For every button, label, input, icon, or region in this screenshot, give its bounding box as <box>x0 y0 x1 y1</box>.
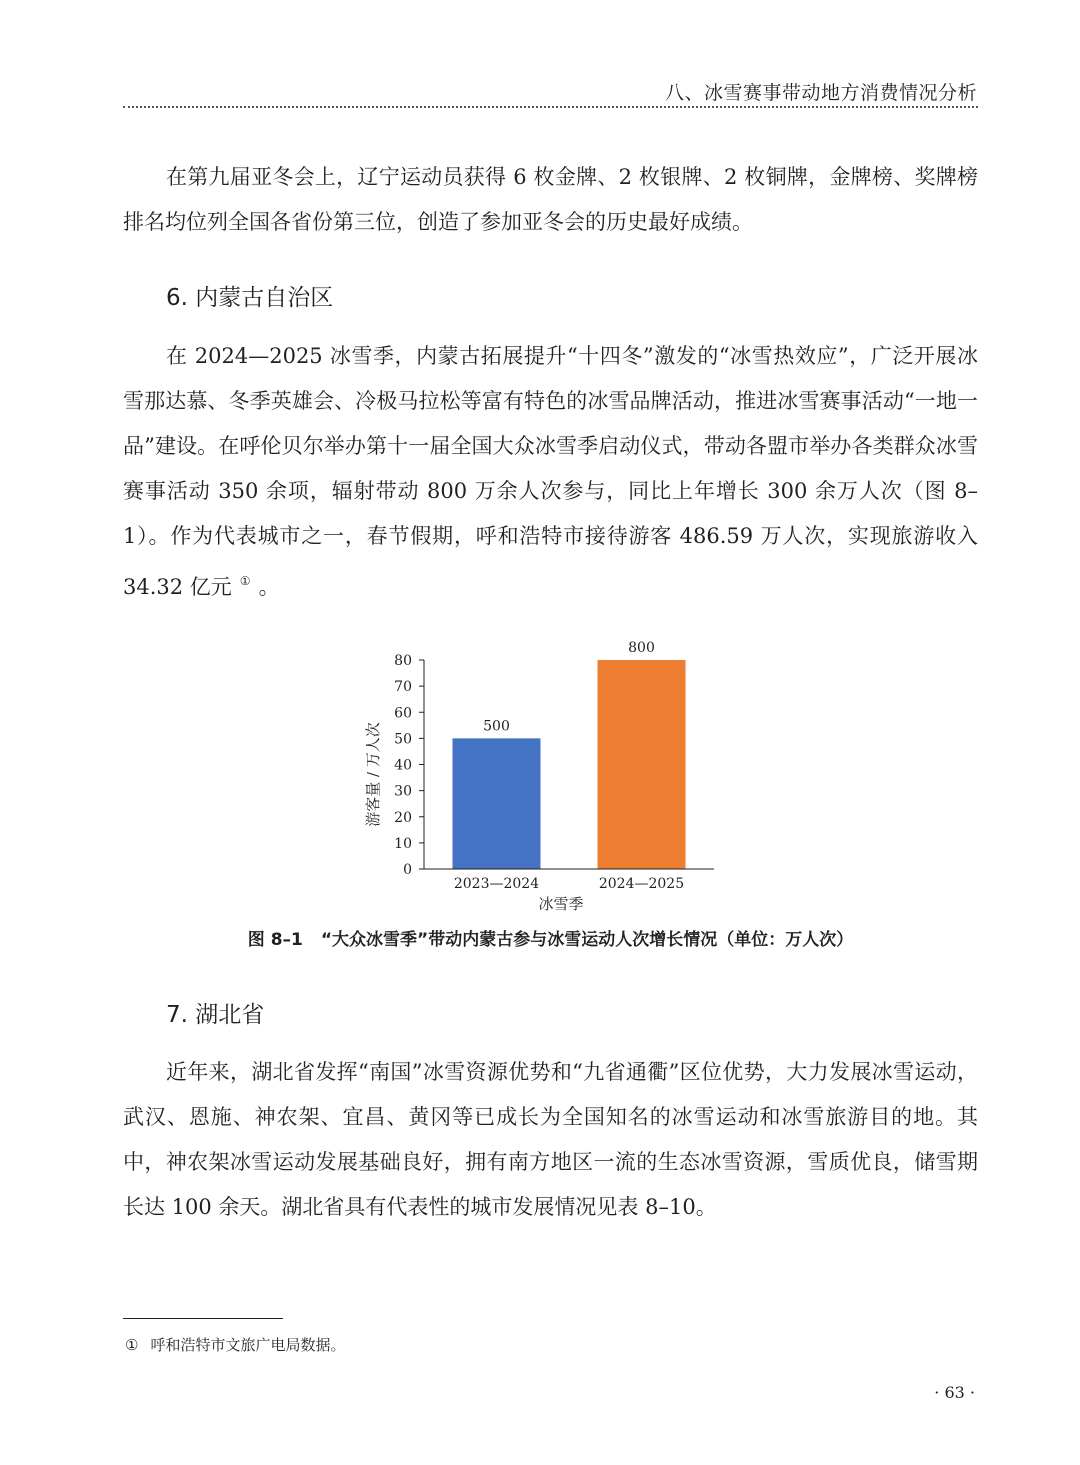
paragraph-hubei: 近年来，湖北省发挥“南国”冰雪资源优势和“九省通衢”区位优势，大力发展冰雪运动，武汉、恩施、神农架、宜昌、黄冈等已成长为全国知名的冰雪运动和冰雪旅游目的地。其中，神农架冰雪运动发展基础良好，拥有南方地区一流的生态冰雪资源，雪质优良，储雪期长达 100 余天。湖北省具有代表性的城市发展情况见表 8–10。 <box>123 1060 978 1219</box>
paragraph-inner-mongolia-text: 在 2024—2025 冰雪季，内蒙古拓展提升“十四冬”激发的“冰雪热效应”，广泛开展冰雪那达慕、冬季英雄会、冷极马拉松等富有特色的冰雪品牌活动，推进冰雪赛事活动“一地一品”建设。在呼伦贝尔举办第十一届全国大众冰雪季启动仪式，带动各盟市举办各类群众冰雪赛事活动 350 余项，辐射带动 800 万余人次参与，同比上年增长 300 余万人次（图 8–1）。作为代表城市之一，春节假期，呼和浩特市接待游客 486.59 万人次，实现旅游收入 34.32 亿元 <box>123 344 978 599</box>
figure-caption <box>123 925 978 950</box>
y-tick-label: 70 <box>394 679 412 696</box>
section-heading-hubei: 7. 湖北省 <box>166 1002 265 1028</box>
y-tick-label: 60 <box>394 705 412 722</box>
x-axis-labels <box>454 876 684 892</box>
footnote <box>125 1334 345 1355</box>
figure-caption-text: “大众冰雪季”带动内蒙古参与冰雪运动人次增长情况（单位：万人次） <box>320 930 854 950</box>
page-number: · 63 · <box>934 1383 975 1402</box>
bar-1 <box>453 738 541 869</box>
bars <box>453 640 686 869</box>
y-tick-label: 20 <box>394 809 412 826</box>
paragraph-liaoning: 在第九届亚冬会上，辽宁运动员获得 6 枚金牌、2 枚银牌、2 枚铜牌，金牌榜、奖牌榜排名均位列全国各省份第三位，创造了参加亚冬会的历史最好成绩。 <box>123 165 978 234</box>
y-tick-label: 30 <box>394 783 412 800</box>
y-tick-label: 10 <box>394 835 412 852</box>
bar-chart <box>340 635 720 915</box>
bar-2 <box>598 660 686 869</box>
figure-number: 图 8–1 <box>247 930 303 950</box>
footnote-divider <box>123 1318 283 1319</box>
y-tick-label: 50 <box>394 731 412 748</box>
section-heading-inner-mongolia: 6. 内蒙古自治区 <box>166 285 334 311</box>
x-tick-label: 2024—2025 <box>598 876 685 892</box>
y-axis-title: 游客量 / 万人次 <box>364 722 382 827</box>
data-label: 800 <box>628 640 655 656</box>
y-tick-label: 80 <box>394 653 412 669</box>
paragraph-inner-mongolia <box>123 334 978 610</box>
header-divider <box>123 106 978 108</box>
footnote-mark: ① <box>125 1336 139 1354</box>
x-tick-label: 2023—2024 <box>453 876 540 892</box>
footnote-text: 呼和浩特市文旅广电局数据。 <box>150 1336 346 1354</box>
x-axis-title: 冰雪季 <box>538 895 584 913</box>
data-label: 500 <box>483 718 510 735</box>
y-tick-label: 0 <box>403 862 412 878</box>
footnote-reference[interactable]: ① <box>239 574 251 588</box>
paragraph-inner-mongolia-end: 。 <box>258 575 280 599</box>
y-axis-ticks <box>394 653 424 878</box>
running-header: 八、冰雪赛事带动地方消费情况分析 <box>664 82 977 104</box>
y-tick-label: 40 <box>394 757 412 774</box>
